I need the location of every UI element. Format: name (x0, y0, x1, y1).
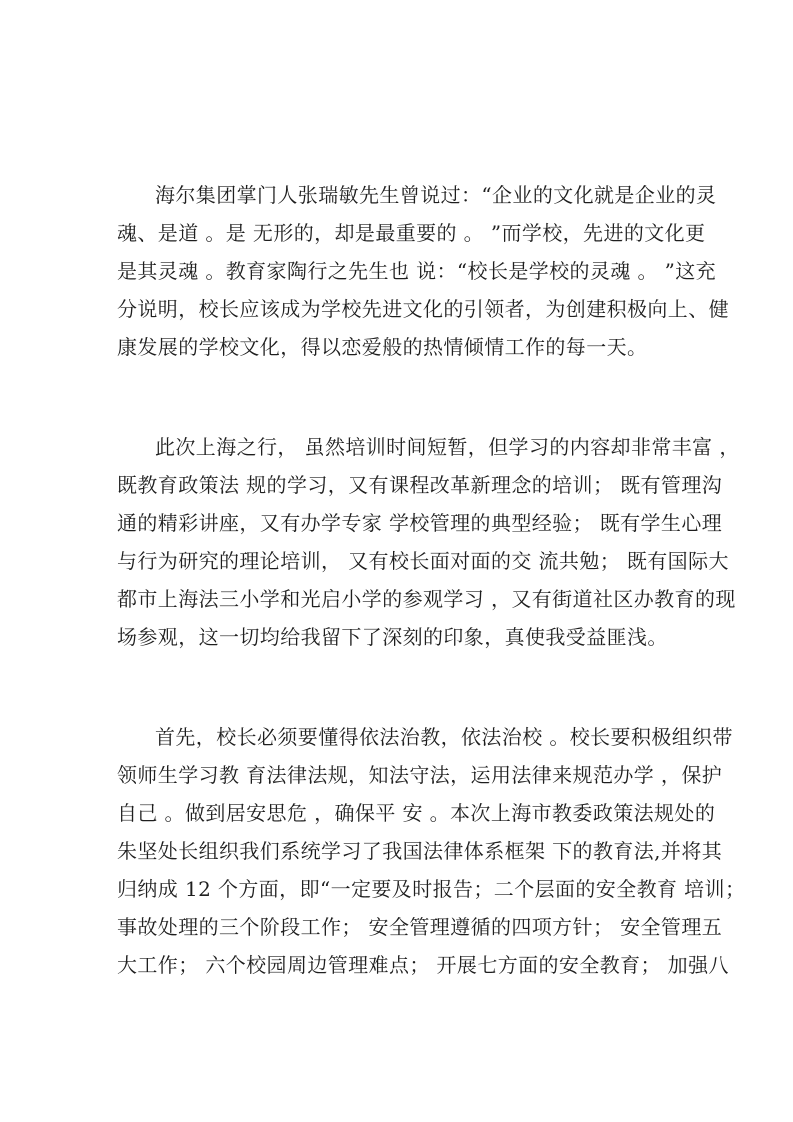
paragraph-line: 分说明，校长应该成为学校先进文化的引领者，为创建积极向上、健 (117, 297, 729, 321)
paragraph-3 (117, 718, 746, 984)
paragraph-line: 都市上海法三小学和光启小学的参观学习 ，又有街道社区办教育的现 (117, 587, 736, 611)
paragraph-line: 海尔集团掌门人张瑞敏先生曾说过：“企业的文化就是企业的灵 (155, 183, 717, 207)
paragraph-2 (117, 428, 740, 656)
paragraph-line: 首先，校长必须要懂得依法治教，依法治校 。校长要积极组织带 (155, 725, 733, 749)
paragraph-line: 场参观，这一切均给我留下了深刻的印象，真使我受益匪浅。 (117, 625, 668, 649)
paragraph-line: 与行为研究的理论培训， 又有校长面对面的交 流共勉； 既有国际大 (117, 549, 729, 573)
paragraph-line: 通的精彩讲座，又有办学专家 学校管理的典型经验； 既有学生心理 (117, 511, 723, 535)
paragraph-line: 朱坚处长组织我们系统学习了我国法律体系框架 下的教育法,并将其 (117, 839, 723, 863)
paragraph-line: 归纳成 12 个方面，即“一定要及时报告；二个层面的安全教育 培训； (117, 877, 746, 901)
paragraph-line: 事故处理的三个阶段工作； 安全管理遵循的四项方针； 安全管理五 (117, 915, 723, 939)
paragraph-line: 康发展的学校文化，得以恋爱般的热情倾情工作的每一天。 (117, 335, 648, 359)
paragraph-line: 大工作； 六个校园周边管理难点； 开展七方面的安全教育； 加强八 (117, 953, 729, 977)
paragraph-line: 是其灵魂 。教育家陶行之先生也 说：“校长是学校的灵魂 。 ”这充 (117, 259, 717, 283)
paragraph-line: 魂、是道 。是 无形的，却是最重要的 。 ”而学校，先进的文化更 (117, 221, 706, 245)
paragraph-line: 此次上海之行， 虽然培训时间短暂，但学习的内容却非常丰富 ， (155, 435, 740, 459)
paragraph-1 (117, 176, 729, 366)
paragraph-line: 既教育政策法 规的学习，又有课程改革新理念的培训； 既有管理沟 (117, 473, 723, 497)
paragraph-line: 领师生学习教 育法律法规，知法守法，运用法律来规范办学 ，保护 (117, 763, 723, 787)
paragraph-line: 自己 。做到居安思危 ，确保平 安 。本次上海市教委政策法规处的 (117, 801, 716, 825)
